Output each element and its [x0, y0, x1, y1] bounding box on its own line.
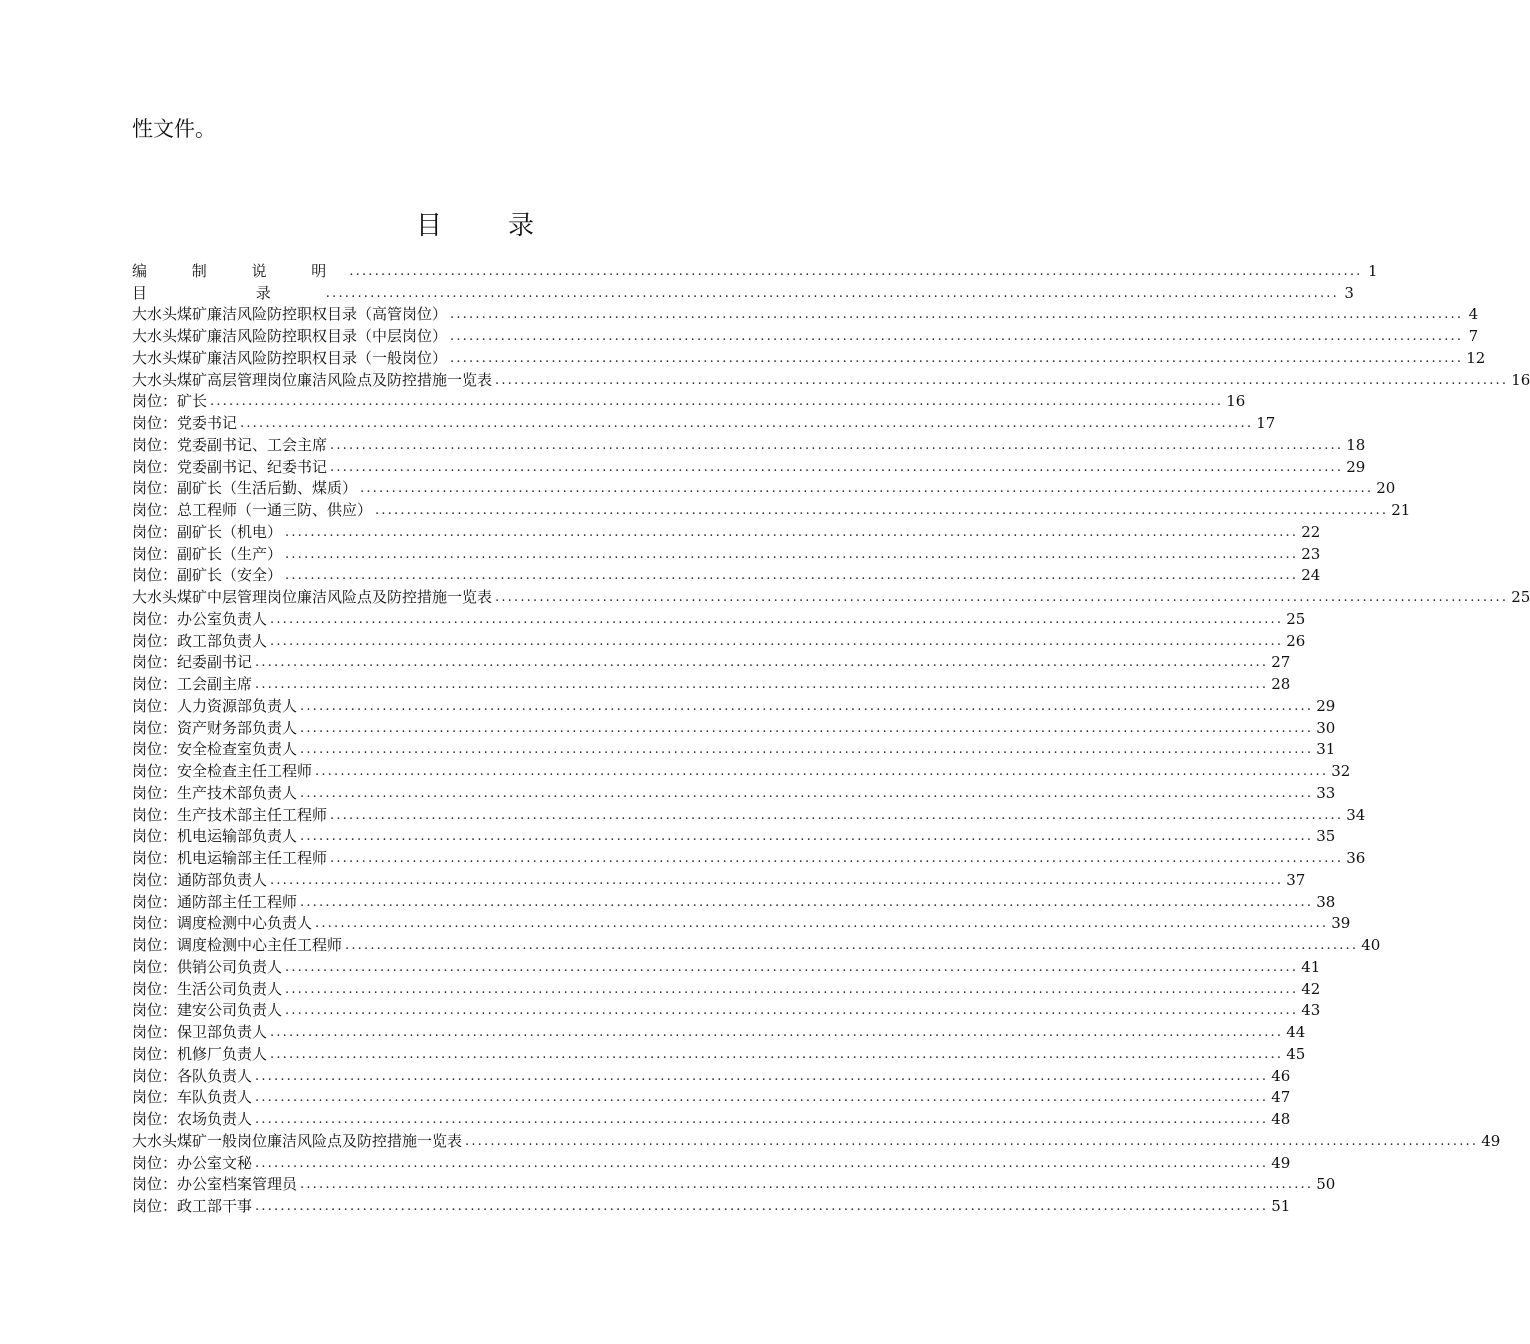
- toc-page-number[interactable]: 12: [1466, 348, 1486, 367]
- toc-entry-label[interactable]: 岗位：副矿长（生活后勤、煤质）: [132, 479, 358, 498]
- toc-entry-label[interactable]: 大水头煤矿廉洁风险防控职权目录（中层岗位）: [132, 327, 448, 345]
- toc-page-number[interactable]: 23: [1301, 544, 1321, 563]
- toc-leader-dots: ................................................................................................................................................................: [330, 851, 1344, 866]
- toc-leader-dots: ................................................................................................................................................................: [300, 720, 1314, 736]
- toc-page-number[interactable]: 16: [1511, 370, 1530, 389]
- toc-page-number[interactable]: 30: [1316, 718, 1336, 737]
- toc-entry-label[interactable]: 岗位：总工程师（一通三防、供应）: [132, 501, 373, 519]
- toc-page-number[interactable]: 18: [1346, 435, 1366, 454]
- toc-page-number[interactable]: 4: [1468, 305, 1479, 324]
- toc-entry-label[interactable]: 岗位：机电运输部主任工程师: [132, 849, 328, 867]
- toc-entry[interactable]: [132, 912, 1351, 934]
- toc-leader-dots: ................................................................................................................................................................: [300, 829, 1314, 845]
- toc-leader-dots: ................................................................................................................................................................: [300, 785, 1314, 801]
- toc-page-number[interactable]: 43: [1301, 1001, 1321, 1020]
- toc-entry-label[interactable]: 岗位：安全检查室负责人: [132, 740, 298, 759]
- toc-page-number[interactable]: 20: [1376, 479, 1396, 498]
- toc-page-number[interactable]: 26: [1286, 631, 1306, 650]
- toc-entry-label[interactable]: 岗位：办公室负责人: [132, 609, 268, 628]
- toc-entry[interactable]: [132, 759, 1351, 781]
- toc-leader-dots: ................................................................................................................................................................: [240, 416, 1254, 431]
- toc-entry[interactable]: [132, 368, 1530, 390]
- toc-entry-label[interactable]: 岗位：资产财务部负责人: [132, 718, 298, 737]
- toc-entry[interactable]: [132, 607, 1306, 629]
- toc-leader-dots: ................................................................................................................................................................: [270, 611, 1284, 627]
- toc-entry[interactable]: [132, 868, 1306, 890]
- toc-leader-dots: ................................................................................................................................................................: [330, 437, 1344, 453]
- toc-entry[interactable]: [132, 694, 1336, 716]
- toc-leader-dots: ................................................................................................................................................................: [270, 1046, 1284, 1062]
- toc-page-number[interactable]: 46: [1271, 1066, 1291, 1085]
- toc-entry[interactable]: [132, 1042, 1306, 1064]
- toc-leader-dots: ................................................................................................................................................................: [300, 698, 1314, 714]
- toc-entry-label[interactable]: 岗位：机修厂负责人: [132, 1044, 268, 1063]
- toc-entry[interactable]: [132, 933, 1381, 955]
- toc-entry-label[interactable]: 岗位：党委书记: [132, 414, 238, 432]
- toc-page-number[interactable]: 36: [1346, 849, 1366, 867]
- toc-entry[interactable]: [132, 477, 1396, 499]
- toc-entry-label[interactable]: 大水头煤矿高层管理岗位廉洁风险点及防控措施一览表: [132, 370, 493, 389]
- toc-leader-dots: ................................................................................................................................................................: [345, 938, 1359, 953]
- toc-entry[interactable]: [132, 1129, 1501, 1151]
- toc-leader-dots: ................................................................................................................................................................: [330, 459, 1344, 475]
- toc-entry-label[interactable]: 岗位：工会副主席: [132, 675, 253, 693]
- toc-entry-label[interactable]: 岗位：党委副书记、纪委书记: [132, 457, 328, 476]
- toc-entry[interactable]: [132, 303, 1479, 325]
- toc-entry-label[interactable]: 岗位：政工部负责人: [132, 631, 268, 650]
- toc-leader-dots: ................................................................................................................................................................: [300, 894, 1314, 910]
- toc-page-number[interactable]: 17: [1256, 414, 1276, 432]
- toc-entry-label[interactable]: 岗位：办公室档案管理员: [132, 1175, 298, 1194]
- toc-leader-dots: ................................................................................................................................................................: [450, 329, 1464, 344]
- toc-leader-dots: ................................................................................................................................................................: [465, 1133, 1479, 1149]
- toc-entry-label[interactable]: 大水头煤矿廉洁风险防控职权目录（高管岗位）: [132, 305, 448, 324]
- toc-page-number[interactable]: 29: [1346, 457, 1366, 476]
- toc-entry[interactable]: [132, 433, 1366, 455]
- toc-page-number[interactable]: 45: [1286, 1044, 1306, 1063]
- toc-entry-label[interactable]: 岗位：副矿长（安全）: [132, 566, 283, 585]
- toc-leader-dots: ................................................................................................................................................................: [495, 372, 1509, 388]
- toc-entry-label[interactable]: 岗位：通防部主任工程师: [132, 892, 298, 911]
- toc-entry-label[interactable]: 岗位：调度检测中心主任工程师: [132, 936, 343, 954]
- toc-leader-dots: ................................................................................................................................................................: [360, 481, 1374, 497]
- toc-page-number[interactable]: 51: [1271, 1197, 1291, 1215]
- toc-entry-label[interactable]: 岗位：生产技术部负责人: [132, 783, 298, 802]
- toc-page-number[interactable]: 49: [1271, 1153, 1291, 1172]
- toc-page-number[interactable]: 29: [1316, 696, 1336, 715]
- toc-page-number[interactable]: 32: [1331, 762, 1351, 780]
- toc-leader-dots: ................................................................................................................................................................: [270, 1025, 1284, 1040]
- toc-entry-label[interactable]: 岗位：办公室文秘: [132, 1153, 253, 1172]
- toc-entry[interactable]: [132, 738, 1336, 760]
- toc-leader-dots: ................................................................................................................................................................: [285, 1003, 1299, 1019]
- toc-entry[interactable]: [132, 585, 1530, 607]
- toc-page-number[interactable]: 40: [1361, 936, 1381, 954]
- toc-entry[interactable]: [132, 890, 1336, 912]
- toc-leader-dots: ................................................................................................................................................................: [495, 590, 1509, 605]
- toc-page-number[interactable]: 35: [1316, 827, 1336, 846]
- toc-entry[interactable]: [132, 1151, 1291, 1173]
- toc-page-number[interactable]: 31: [1316, 740, 1336, 759]
- toc-entry[interactable]: [132, 259, 1378, 281]
- carry-over-text: 性文件。: [132, 117, 216, 141]
- toc-entry-label[interactable]: 岗位：政工部干事: [132, 1197, 253, 1215]
- toc-page-number[interactable]: 44: [1286, 1023, 1306, 1041]
- toc-page-number[interactable]: 48: [1271, 1110, 1291, 1128]
- toc-entry-label[interactable]: 大水头煤矿一般岗位廉洁风险点及防控措施一览表: [132, 1131, 463, 1150]
- toc-leader-dots: ................................................................................................................................................................: [300, 1177, 1314, 1193]
- toc-page-number[interactable]: 37: [1286, 870, 1306, 889]
- toc-entry-label[interactable]: 岗位：党委副书记、工会主席: [132, 435, 328, 454]
- toc-entry[interactable]: [132, 1086, 1291, 1108]
- toc-title-part2: 录: [508, 211, 535, 241]
- toc-entry-label[interactable]: 编 制 说 明: [132, 261, 347, 280]
- toc-leader-dots: ................................................................................................................................................................: [255, 1112, 1269, 1127]
- toc-leader-dots: ................................................................................................................................................................: [300, 742, 1314, 758]
- toc-entry[interactable]: [132, 1107, 1291, 1129]
- toc-leader-dots: ................................................................................................................................................................: [255, 1155, 1269, 1171]
- toc-entry-label[interactable]: 岗位：调度检测中心负责人: [132, 914, 313, 933]
- toc-page-number[interactable]: 42: [1301, 979, 1321, 998]
- toc-entry[interactable]: [132, 846, 1366, 868]
- toc-leader-dots: ................................................................................................................................................................: [349, 263, 1363, 279]
- toc-page-number[interactable]: 39: [1331, 914, 1351, 933]
- toc-leader-dots: ................................................................................................................................................................: [285, 959, 1299, 975]
- toc-page-number[interactable]: 33: [1316, 783, 1336, 802]
- toc-entry[interactable]: [132, 346, 1486, 368]
- toc-title: [0, 208, 950, 244]
- toc-leader-dots: ................................................................................................................................................................: [330, 807, 1344, 823]
- toc-entry-label[interactable]: 岗位：保卫部负责人: [132, 1023, 268, 1041]
- toc-page-number[interactable]: 41: [1301, 957, 1321, 976]
- toc-entry-label[interactable]: 岗位：矿长: [132, 392, 208, 411]
- toc-entry[interactable]: [132, 1064, 1291, 1086]
- toc-page-number[interactable]: 22: [1301, 522, 1321, 541]
- toc-entry-label[interactable]: 大水头煤矿廉洁风险防控职权目录（一般岗位）: [132, 348, 448, 367]
- toc-entry-label[interactable]: 岗位：纪委副书记: [132, 653, 253, 672]
- toc-page-number[interactable]: 47: [1271, 1088, 1291, 1107]
- toc-leader-dots: ................................................................................................................................................................: [255, 655, 1269, 671]
- toc-page-number[interactable]: 50: [1316, 1175, 1336, 1194]
- toc-leader-dots: ................................................................................................................................................................: [450, 307, 1464, 323]
- toc-page-number[interactable]: 25: [1286, 609, 1306, 628]
- toc-entry[interactable]: [132, 520, 1321, 542]
- toc-list: [132, 259, 1530, 1216]
- toc-entry-label[interactable]: 岗位：副矿长（生产）: [132, 544, 283, 563]
- toc-leader-dots: ................................................................................................................................................................: [285, 568, 1299, 584]
- toc-entry[interactable]: [132, 825, 1336, 847]
- toc-entry[interactable]: [132, 281, 1354, 303]
- toc-entry-label[interactable]: 岗位：车队负责人: [132, 1088, 253, 1107]
- toc-entry[interactable]: [132, 564, 1321, 586]
- toc-page-number[interactable]: 49: [1481, 1131, 1501, 1150]
- toc-entry[interactable]: [132, 781, 1336, 803]
- toc-entry-label[interactable]: 大水头煤矿中层管理岗位廉洁风险点及防控措施一览表: [132, 588, 493, 606]
- toc-entry[interactable]: [132, 1020, 1306, 1042]
- toc-entry[interactable]: [132, 1194, 1291, 1216]
- toc-entry[interactable]: [132, 672, 1291, 694]
- toc-entry[interactable]: [132, 651, 1291, 673]
- toc-leader-dots: ................................................................................................................................................................: [450, 350, 1464, 366]
- toc-page-number[interactable]: 27: [1271, 653, 1291, 672]
- toc-page-number[interactable]: 1: [1367, 261, 1378, 280]
- toc-entry-label[interactable]: 岗位：供销公司负责人: [132, 957, 283, 976]
- toc-entry[interactable]: [132, 977, 1321, 999]
- toc-leader-dots: ................................................................................................................................................................: [255, 1068, 1269, 1084]
- toc-entry[interactable]: [132, 1173, 1336, 1195]
- toc-page-number[interactable]: 16: [1226, 392, 1246, 411]
- toc-entry-label[interactable]: 岗位：各队负责人: [132, 1066, 253, 1085]
- toc-page-number[interactable]: 34: [1346, 805, 1366, 824]
- toc-page-number[interactable]: 7: [1468, 327, 1479, 345]
- toc-entry[interactable]: [132, 629, 1306, 651]
- toc-page-number[interactable]: 38: [1316, 892, 1336, 911]
- toc-leader-dots: ................................................................................................................................................................: [210, 394, 1224, 410]
- toc-leader-dots: ................................................................................................................................................................: [270, 872, 1284, 888]
- toc-entry[interactable]: [132, 411, 1276, 433]
- toc-leader-dots: ................................................................................................................................................................: [285, 546, 1299, 562]
- toc-entry-label[interactable]: 岗位：农场负责人: [132, 1110, 253, 1128]
- toc-entry[interactable]: [132, 955, 1321, 977]
- toc-entry[interactable]: [132, 324, 1479, 346]
- toc-page-number[interactable]: 21: [1391, 501, 1411, 519]
- toc-entry-label[interactable]: 岗位：人力资源部负责人: [132, 696, 298, 715]
- toc-entry[interactable]: [132, 999, 1321, 1021]
- toc-leader-dots: ................................................................................................................................................................: [375, 503, 1389, 518]
- toc-leader-dots: ................................................................................................................................................................: [255, 1199, 1269, 1214]
- toc-entry-label[interactable]: 岗位：建安公司负责人: [132, 1001, 283, 1020]
- toc-entry-label[interactable]: 岗位：生产技术部主任工程师: [132, 805, 328, 824]
- toc-entry-label[interactable]: 岗位：副矿长（机电）: [132, 522, 283, 541]
- toc-entry[interactable]: [132, 716, 1336, 738]
- toc-entry-label[interactable]: 岗位：通防部负责人: [132, 870, 268, 889]
- toc-leader-dots: ................................................................................................................................................................: [255, 677, 1269, 692]
- toc-entry[interactable]: [132, 498, 1411, 520]
- toc-leader-dots: ................................................................................................................................................................: [255, 1090, 1269, 1106]
- toc-leader-dots: ................................................................................................................................................................: [270, 633, 1284, 649]
- toc-entry-label[interactable]: 目 录: [132, 283, 323, 302]
- toc-entry[interactable]: [132, 542, 1321, 564]
- toc-entry[interactable]: [132, 390, 1246, 412]
- toc-leader-dots: ................................................................................................................................................................: [285, 981, 1299, 997]
- toc-page-number[interactable]: 28: [1271, 675, 1291, 693]
- toc-entry[interactable]: [132, 803, 1366, 825]
- toc-leader-dots: ................................................................................................................................................................: [315, 916, 1329, 932]
- toc-entry-label[interactable]: 岗位：机电运输部负责人: [132, 827, 298, 846]
- toc-entry-label[interactable]: 岗位：生活公司负责人: [132, 979, 283, 998]
- toc-title-part1: 目: [415, 211, 442, 241]
- toc-page-number[interactable]: 3: [1344, 283, 1354, 302]
- toc-entry-label[interactable]: 岗位：安全检查主任工程师: [132, 762, 313, 780]
- toc-leader-dots: ................................................................................................................................................................: [325, 285, 1339, 301]
- toc-entry[interactable]: [132, 455, 1366, 477]
- toc-page-number[interactable]: 24: [1301, 566, 1321, 585]
- toc-leader-dots: ................................................................................................................................................................: [285, 524, 1299, 540]
- toc-page-number[interactable]: 25: [1511, 588, 1530, 606]
- toc-leader-dots: ................................................................................................................................................................: [315, 764, 1329, 779]
